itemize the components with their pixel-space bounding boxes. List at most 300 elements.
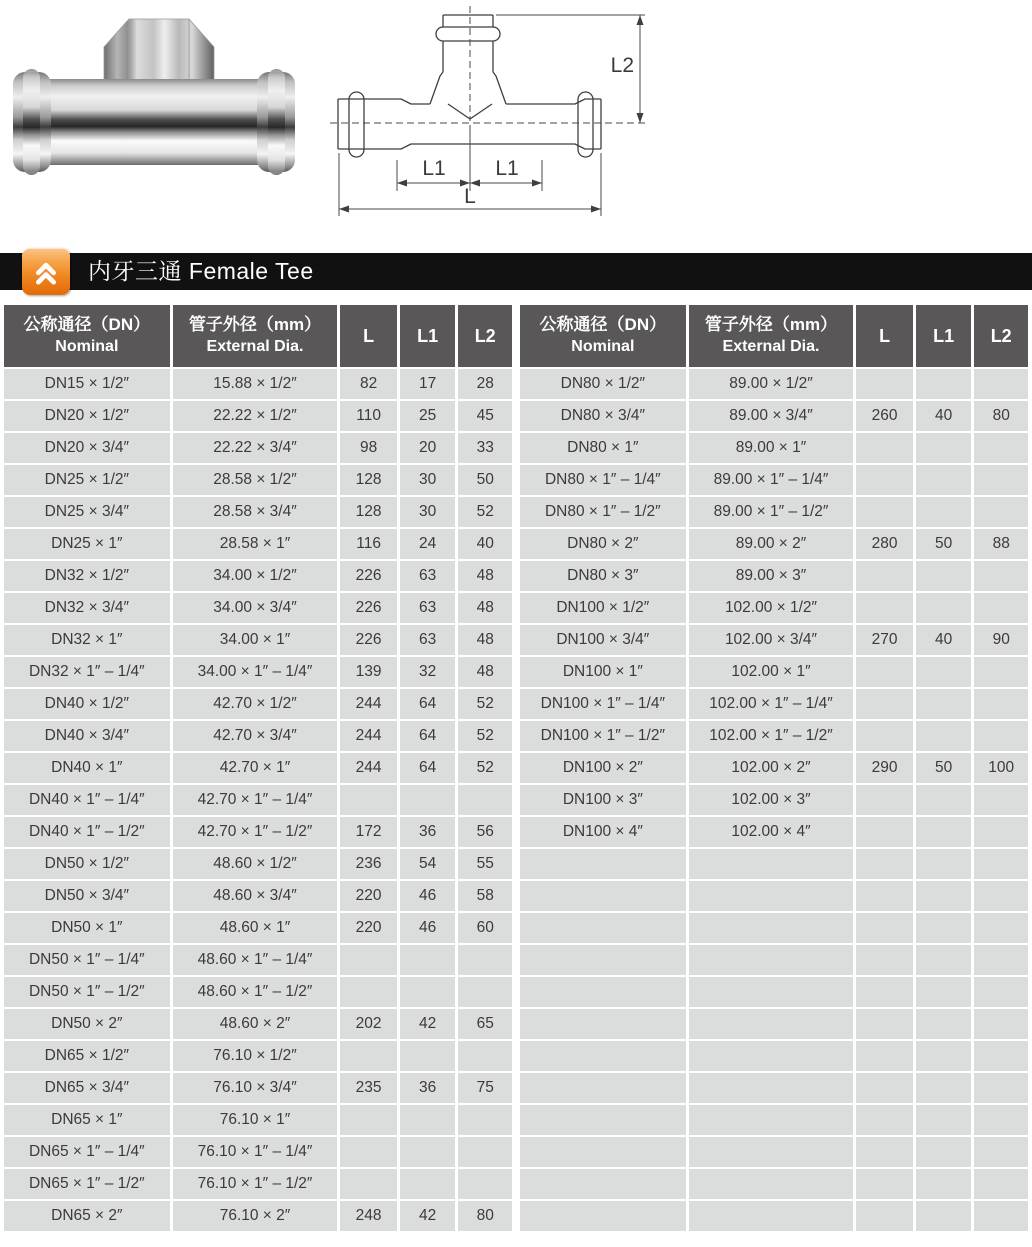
chevron-double-up-icon	[29, 255, 63, 289]
spec-row	[520, 785, 1028, 815]
col-header-l1: L1	[916, 305, 972, 367]
col-header-external	[689, 305, 854, 367]
cell-nominal: DN40 × 1″ – 1/2″	[4, 817, 170, 847]
cell-external	[689, 1137, 854, 1167]
cell-external: 102.00 × 3″	[689, 785, 854, 815]
spec-row	[4, 721, 512, 751]
cell-nominal: DN80 × 3″	[520, 561, 686, 591]
spec-row	[4, 401, 512, 431]
cell-l: 290	[856, 753, 913, 783]
cell-l2: 48	[458, 625, 512, 655]
cell-l2	[458, 1041, 512, 1071]
branch-outline	[430, 15, 506, 119]
header-nominal-cn: 公称通径（DN）	[539, 315, 667, 335]
spec-row	[520, 1073, 1028, 1103]
spec-row	[520, 1201, 1028, 1231]
cell-l1: 54	[400, 849, 456, 879]
spec-row	[4, 625, 512, 655]
cell-nominal	[520, 849, 686, 879]
cell-nominal: DN100 × 4″	[520, 817, 686, 847]
cell-nominal: DN65 × 1″	[4, 1105, 170, 1135]
cell-nominal	[520, 913, 686, 943]
cell-l1	[916, 497, 972, 527]
cell-l2	[974, 1201, 1028, 1231]
cell-nominal: DN80 × 1″ – 1/2″	[520, 497, 686, 527]
cell-l2	[974, 657, 1028, 687]
spec-row	[4, 945, 512, 975]
cell-l2: 65	[458, 1009, 512, 1039]
spec-row	[4, 849, 512, 879]
cell-l1	[916, 433, 972, 463]
cell-l2	[974, 497, 1028, 527]
cell-external: 76.10 × 1/2″	[173, 1041, 338, 1071]
cell-l1	[916, 945, 972, 975]
spec-row	[4, 497, 512, 527]
cell-l	[856, 913, 913, 943]
cell-l2: 28	[458, 369, 512, 399]
cell-l: 226	[340, 593, 397, 623]
cell-nominal: DN65 × 3/4″	[4, 1073, 170, 1103]
cell-l	[856, 1105, 913, 1135]
cell-l2	[974, 369, 1028, 399]
cell-l	[856, 881, 913, 911]
cell-external: 102.00 × 4″	[689, 817, 854, 847]
header-row	[520, 305, 1028, 367]
cell-l2: 80	[458, 1201, 512, 1231]
spec-row	[4, 977, 512, 1007]
spec-row	[520, 401, 1028, 431]
cell-external	[689, 1009, 854, 1039]
cell-external	[689, 1169, 854, 1199]
spec-table-right-body	[520, 369, 1028, 1231]
spec-row	[520, 465, 1028, 495]
spec-tables	[0, 303, 1032, 1233]
cell-l	[856, 1073, 913, 1103]
cell-l2: 90	[974, 625, 1028, 655]
cell-nominal: DN80 × 1/2″	[520, 369, 686, 399]
cell-external: 76.10 × 3/4″	[173, 1073, 338, 1103]
cell-l	[856, 1137, 913, 1167]
spec-row	[520, 849, 1028, 879]
cell-l: 235	[340, 1073, 397, 1103]
cell-external: 42.70 × 1″ – 1/4″	[173, 785, 338, 815]
spec-row	[4, 529, 512, 559]
cell-nominal: DN20 × 3/4″	[4, 433, 170, 463]
section-badge	[22, 248, 70, 295]
cell-l1	[916, 785, 972, 815]
cell-nominal: DN100 × 1/2″	[520, 593, 686, 623]
cell-external: 34.00 × 3/4″	[173, 593, 338, 623]
spec-row	[520, 1041, 1028, 1071]
cell-l	[340, 785, 397, 815]
cell-l: 270	[856, 625, 913, 655]
cell-l2: 40	[458, 529, 512, 559]
cell-external: 89.00 × 1″	[689, 433, 854, 463]
cell-l: 226	[340, 625, 397, 655]
col-header-l: L	[340, 305, 397, 367]
top-section	[0, 0, 1032, 225]
cell-l: 128	[340, 497, 397, 527]
cell-l: 226	[340, 561, 397, 591]
cell-l2	[974, 817, 1028, 847]
cell-external	[689, 913, 854, 943]
cell-l	[340, 1169, 397, 1199]
cell-l: 280	[856, 529, 913, 559]
photo-hex-nut	[104, 19, 214, 82]
cell-l1: 24	[400, 529, 456, 559]
cell-l2: 50	[458, 465, 512, 495]
col-header-l2: L2	[974, 305, 1028, 367]
cell-l1: 50	[916, 529, 972, 559]
cell-l1: 36	[400, 1073, 456, 1103]
cell-l	[340, 1137, 397, 1167]
cell-l2	[974, 593, 1028, 623]
spec-row	[520, 753, 1028, 783]
cell-l: 139	[340, 657, 397, 687]
cell-l	[856, 657, 913, 687]
col-header-nominal	[520, 305, 686, 367]
cell-l2	[458, 1137, 512, 1167]
cell-l2	[974, 1105, 1028, 1135]
cell-l: 220	[340, 913, 397, 943]
dim-l1	[397, 125, 542, 191]
cell-l1	[916, 977, 972, 1007]
spec-row	[520, 913, 1028, 943]
cell-l: 116	[340, 529, 397, 559]
spec-table-left	[1, 303, 515, 1233]
cell-l2	[458, 785, 512, 815]
cell-l2	[974, 1041, 1028, 1071]
cell-l2	[974, 977, 1028, 1007]
cell-nominal: DN32 × 1″ – 1/4″	[4, 657, 170, 687]
cell-l2	[974, 1009, 1028, 1039]
cell-l1	[916, 721, 972, 751]
cell-external: 42.70 × 1″	[173, 753, 338, 783]
cell-l2	[974, 465, 1028, 495]
cell-nominal: DN50 × 2″	[4, 1009, 170, 1039]
dim-l2	[496, 15, 645, 123]
cell-l1	[916, 561, 972, 591]
cell-l2: 60	[458, 913, 512, 943]
cell-l2	[974, 785, 1028, 815]
cell-external: 42.70 × 1/2″	[173, 689, 338, 719]
cell-external: 102.00 × 1″ – 1/4″	[689, 689, 854, 719]
cell-l2	[458, 1169, 512, 1199]
cell-nominal: DN50 × 1″	[4, 913, 170, 943]
cell-l2	[974, 721, 1028, 751]
dim-label-l: L	[464, 185, 476, 208]
spec-row	[520, 1009, 1028, 1039]
cell-l1	[916, 1137, 972, 1167]
cell-l	[340, 1041, 397, 1071]
header-external-en: External Dia.	[722, 338, 820, 356]
cell-l1: 25	[400, 401, 456, 431]
cell-nominal: DN100 × 2″	[520, 753, 686, 783]
spec-row	[4, 1009, 512, 1039]
photo-press-end-left	[13, 69, 51, 175]
cell-l2	[974, 1073, 1028, 1103]
cell-l1	[916, 1105, 972, 1135]
cell-l	[856, 721, 913, 751]
cell-external: 76.10 × 2″	[173, 1201, 338, 1231]
cell-l	[340, 977, 397, 1007]
cell-nominal	[520, 1137, 686, 1167]
cell-l: 248	[340, 1201, 397, 1231]
cell-l1	[916, 1169, 972, 1199]
cell-external: 34.00 × 1″	[173, 625, 338, 655]
cell-l	[856, 1201, 913, 1231]
cell-l: 244	[340, 689, 397, 719]
cell-l	[856, 689, 913, 719]
cell-nominal: DN50 × 1″ – 1/4″	[4, 945, 170, 975]
spec-row	[4, 593, 512, 623]
cell-l2: 55	[458, 849, 512, 879]
cell-external: 48.60 × 1″	[173, 913, 338, 943]
spec-row	[4, 1201, 512, 1231]
cell-external	[689, 1201, 854, 1231]
spec-row	[4, 657, 512, 687]
cell-l	[856, 593, 913, 623]
cell-l1: 42	[400, 1009, 456, 1039]
cell-l2	[974, 689, 1028, 719]
cell-nominal: DN25 × 3/4″	[4, 497, 170, 527]
cell-nominal: DN80 × 2″	[520, 529, 686, 559]
cell-l1: 63	[400, 561, 456, 591]
cell-l1: 64	[400, 721, 456, 751]
dim-label-l1-left: L1	[422, 157, 446, 180]
cell-external: 102.00 × 1/2″	[689, 593, 854, 623]
cell-l1: 50	[916, 753, 972, 783]
cell-nominal: DN15 × 1/2″	[4, 369, 170, 399]
cell-nominal: DN100 × 3″	[520, 785, 686, 815]
cell-l1	[916, 369, 972, 399]
cell-l: 220	[340, 881, 397, 911]
cell-nominal: DN25 × 1/2″	[4, 465, 170, 495]
cell-l2	[974, 433, 1028, 463]
spec-row	[4, 433, 512, 463]
cell-nominal: DN65 × 2″	[4, 1201, 170, 1231]
cell-external: 89.00 × 1/2″	[689, 369, 854, 399]
cell-l2: 33	[458, 433, 512, 463]
section-title: 内牙三通 Female Tee	[88, 258, 314, 284]
cell-l1: 46	[400, 881, 456, 911]
cell-l1: 36	[400, 817, 456, 847]
spec-row	[4, 881, 512, 911]
cell-l1	[916, 1009, 972, 1039]
cell-nominal: DN32 × 3/4″	[4, 593, 170, 623]
dimension-diagram	[322, 0, 667, 225]
cell-l1	[916, 849, 972, 879]
cell-l1	[400, 785, 456, 815]
cell-nominal: DN80 × 1″	[520, 433, 686, 463]
cell-l1	[400, 977, 456, 1007]
cell-l2	[974, 913, 1028, 943]
cell-l2: 48	[458, 657, 512, 687]
cell-l2: 48	[458, 593, 512, 623]
spec-row	[520, 1169, 1028, 1199]
spec-row	[4, 1169, 512, 1199]
cell-l1: 40	[916, 625, 972, 655]
cell-l: 98	[340, 433, 397, 463]
cell-l1	[916, 689, 972, 719]
header-external-cn: 管子外径（mm）	[704, 315, 838, 335]
cell-nominal: DN100 × 1″ – 1/4″	[520, 689, 686, 719]
cell-external: 22.22 × 1/2″	[173, 401, 338, 431]
cell-l2: 100	[974, 753, 1028, 783]
cell-nominal	[520, 977, 686, 1007]
cell-l1	[916, 913, 972, 943]
spec-row	[4, 1105, 512, 1135]
col-header-external	[173, 305, 338, 367]
cell-l	[856, 561, 913, 591]
cell-external	[689, 1105, 854, 1135]
spec-row	[520, 1105, 1028, 1135]
cell-nominal: DN40 × 1/2″	[4, 689, 170, 719]
header-nominal-cn: 公称通径（DN）	[23, 315, 151, 335]
cell-nominal: DN32 × 1/2″	[4, 561, 170, 591]
cell-external	[689, 881, 854, 911]
cell-nominal: DN65 × 1/2″	[4, 1041, 170, 1071]
cell-l1	[400, 1105, 456, 1135]
spec-row	[4, 689, 512, 719]
cell-external: 48.60 × 3/4″	[173, 881, 338, 911]
cell-l1	[916, 657, 972, 687]
spec-table-right	[517, 303, 1031, 1233]
cell-nominal	[520, 1201, 686, 1231]
spec-row	[520, 977, 1028, 1007]
spec-row	[4, 1073, 512, 1103]
header-row	[4, 305, 512, 367]
product-photo	[8, 6, 300, 192]
cell-l1: 40	[916, 401, 972, 431]
cell-l2: 56	[458, 817, 512, 847]
cell-external: 28.58 × 1/2″	[173, 465, 338, 495]
cell-external	[689, 945, 854, 975]
col-header-l2: L2	[458, 305, 512, 367]
cell-l1: 64	[400, 689, 456, 719]
spec-row	[520, 881, 1028, 911]
cell-external: 48.60 × 1/2″	[173, 849, 338, 879]
cell-nominal: DN20 × 1/2″	[4, 401, 170, 431]
spec-row	[4, 753, 512, 783]
spec-row	[520, 657, 1028, 687]
cell-nominal: DN65 × 1″ – 1/4″	[4, 1137, 170, 1167]
cell-l2	[974, 849, 1028, 879]
cell-external: 28.58 × 3/4″	[173, 497, 338, 527]
header-external-en: External Dia.	[206, 338, 304, 356]
cell-l1: 20	[400, 433, 456, 463]
cell-l1: 30	[400, 497, 456, 527]
cell-l2	[458, 945, 512, 975]
cell-external: 89.00 × 1″ – 1/4″	[689, 465, 854, 495]
cell-external: 102.00 × 2″	[689, 753, 854, 783]
cell-nominal: DN50 × 3/4″	[4, 881, 170, 911]
cell-l2: 80	[974, 401, 1028, 431]
cell-nominal: DN100 × 1″	[520, 657, 686, 687]
cell-l1	[916, 1073, 972, 1103]
cell-nominal: DN40 × 3/4″	[4, 721, 170, 751]
cell-external: 89.00 × 2″	[689, 529, 854, 559]
cell-l2: 52	[458, 689, 512, 719]
cell-l2	[974, 1137, 1028, 1167]
cell-nominal	[520, 1105, 686, 1135]
cell-l1	[916, 465, 972, 495]
cell-external	[689, 1041, 854, 1071]
photo-press-end-right	[257, 69, 295, 175]
spec-row	[4, 1137, 512, 1167]
cell-l1	[400, 1041, 456, 1071]
cell-external	[689, 1073, 854, 1103]
cell-nominal: DN100 × 1″ – 1/2″	[520, 721, 686, 751]
cell-l2: 48	[458, 561, 512, 591]
cell-l: 244	[340, 721, 397, 751]
cell-external: 42.70 × 1″ – 1/2″	[173, 817, 338, 847]
spec-row	[520, 497, 1028, 527]
cell-l1: 32	[400, 657, 456, 687]
cell-l1	[916, 817, 972, 847]
cell-nominal	[520, 881, 686, 911]
cell-l	[856, 945, 913, 975]
cell-l	[856, 977, 913, 1007]
cell-l: 260	[856, 401, 913, 431]
cell-l2: 52	[458, 721, 512, 751]
photo-body-tube	[34, 79, 274, 165]
spec-row	[4, 817, 512, 847]
cell-l2: 88	[974, 529, 1028, 559]
spec-row	[520, 593, 1028, 623]
cell-l1: 64	[400, 753, 456, 783]
cell-l1: 63	[400, 625, 456, 655]
spec-row	[4, 465, 512, 495]
cell-l1: 17	[400, 369, 456, 399]
cell-external: 48.60 × 1″ – 1/4″	[173, 945, 338, 975]
cell-l: 82	[340, 369, 397, 399]
cell-l1: 30	[400, 465, 456, 495]
cell-l1	[400, 1137, 456, 1167]
cell-l	[856, 369, 913, 399]
spec-row	[4, 561, 512, 591]
cell-l1	[916, 593, 972, 623]
cell-l	[856, 849, 913, 879]
cell-l2: 52	[458, 753, 512, 783]
cell-external: 102.00 × 1″	[689, 657, 854, 687]
cell-l: 128	[340, 465, 397, 495]
cell-l: 244	[340, 753, 397, 783]
header-nominal-en: Nominal	[55, 338, 119, 356]
cell-l: 202	[340, 1009, 397, 1039]
cell-nominal: DN50 × 1″ – 1/2″	[4, 977, 170, 1007]
spec-row	[520, 433, 1028, 463]
cell-nominal	[520, 1073, 686, 1103]
spec-row	[520, 721, 1028, 751]
cell-external: 48.60 × 1″ – 1/2″	[173, 977, 338, 1007]
cell-external	[689, 849, 854, 879]
cell-l	[340, 1105, 397, 1135]
cell-l1	[916, 1041, 972, 1071]
cell-external: 89.00 × 1″ – 1/2″	[689, 497, 854, 527]
spec-row	[520, 689, 1028, 719]
cell-nominal: DN100 × 3/4″	[520, 625, 686, 655]
cell-l: 110	[340, 401, 397, 431]
dim-label-l2: L2	[610, 54, 634, 77]
cell-nominal: DN32 × 1″	[4, 625, 170, 655]
header-external-cn: 管子外径（mm）	[188, 315, 322, 335]
cell-l	[856, 1009, 913, 1039]
cell-l	[856, 785, 913, 815]
spec-row	[4, 785, 512, 815]
cell-external: 34.00 × 1″ – 1/4″	[173, 657, 338, 687]
spec-row	[520, 817, 1028, 847]
